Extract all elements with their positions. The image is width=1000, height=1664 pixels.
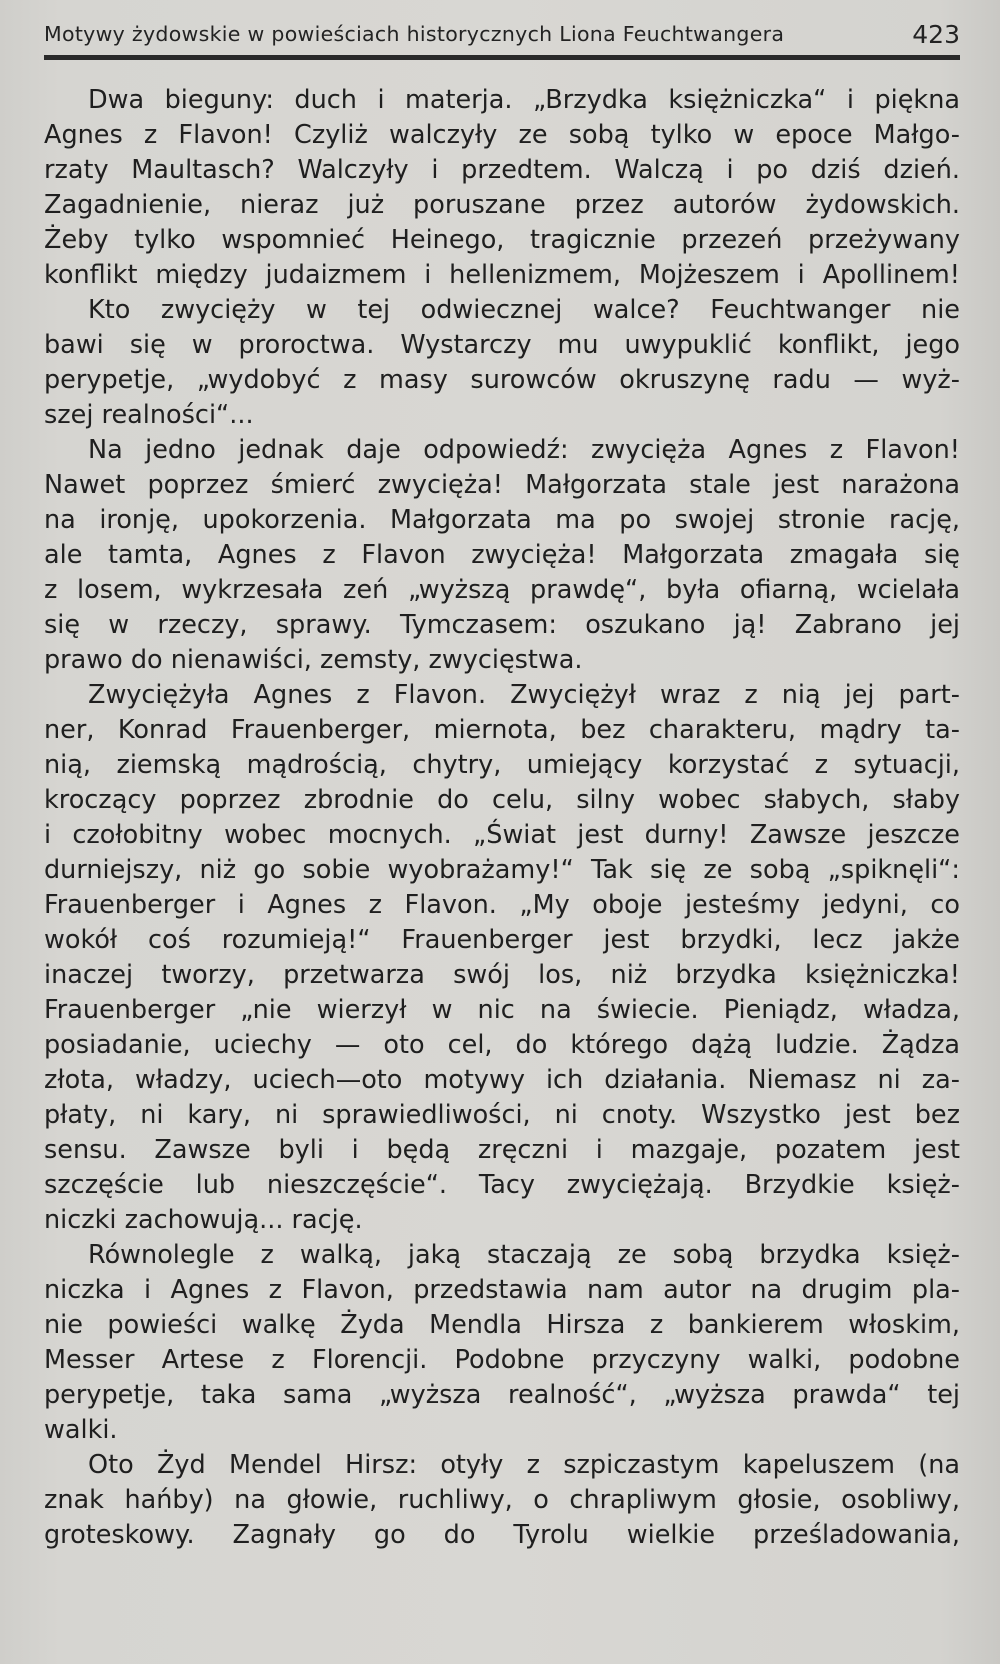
page-header <box>44 18 960 52</box>
text-line: prawo do nienawiści, zemsty, zwycięstwa. <box>44 645 583 675</box>
text-line: groteskowy. Zagnały go do Tyrolu wielkie prześladowania, <box>44 1520 960 1550</box>
text-line: Frauenberger i Agnes z Flavon. „My oboje jesteśmy jedyni, co <box>44 890 960 920</box>
text-line: Oto Żyd Mendel Hirsz: otyły z szpiczastym kapeluszem (na <box>88 1450 960 1480</box>
text-line: Zwyciężyła Agnes z Flavon. Zwyciężył wraz z nią jej part- <box>88 680 960 710</box>
text-line: durniejszy, niż go sobie wyobrażamy!“ Tak się ze sobą „spiknęli“: <box>44 855 960 885</box>
text-line: Dwa bieguny: duch i materja. „Brzydka księżniczka“ i piękna <box>88 85 960 115</box>
text-line: bawi się w proroctwa. Wystarczy mu uwypuklić konflikt, jego <box>44 330 960 360</box>
text-line: walki. <box>44 1415 118 1445</box>
text-line: Żeby tylko wspomnieć Heinego, tragicznie przezeń przeżywany <box>44 225 960 255</box>
text-line: perypetje, taka sama „wyższa realność“, „wyższa prawda“ tej <box>44 1380 960 1410</box>
text-line: Nawet poprzez śmierć zwycięża! Małgorzata stale jest narażona <box>44 470 960 500</box>
text-line: Frauenberger „nie wierzył w nic na świecie. Pieniądz, władza, <box>44 995 960 1025</box>
text-line: Równolegle z walką, jaką staczają ze sobą brzydka księż- <box>88 1240 960 1270</box>
text-line: nie powieści walkę Żyda Mendla Hirsza z bankierem włoskim, <box>44 1310 960 1340</box>
text-line: nią, ziemską mądrością, chytry, umiejący korzystać z sytuacji, <box>44 750 960 780</box>
text-line: konflikt między judaizmem i hellenizmem, Mojżeszem i Apollinem! <box>44 260 960 290</box>
text-line: niczki zachowują... rację. <box>44 1205 363 1235</box>
running-title: Motywy żydowskie w powieściach historycznych Liona Feuchtwangera <box>44 22 785 46</box>
text-line: z losem, wykrzesała zeń „wyższą prawdę“, była ofiarną, wcielała <box>44 575 960 605</box>
page-number: 423 <box>912 20 960 49</box>
text-line: płaty, ni kary, ni sprawiedliwości, ni cnoty. Wszystko jest bez <box>44 1100 960 1130</box>
text-line: ner, Konrad Frauenberger, miernota, bez charakteru, mądry ta- <box>44 715 960 745</box>
text-line: Kto zwycięży w tej odwiecznej walce? Feuchtwanger nie <box>88 295 960 325</box>
text-line: szczęście lub nieszczęście“. Tacy zwyciężają. Brzydkie księż- <box>44 1170 960 1200</box>
text-line: na ironję, upokorzenia. Małgorzata ma po swojej stronie rację, <box>44 505 960 535</box>
text-line: Zagadnienie, nieraz już poruszane przez autorów żydowskich. <box>44 190 960 220</box>
text-line: rzaty Maultasch? Walczyły i przedtem. Walczą i po dziś dzień. <box>44 155 960 185</box>
text-line: się w rzeczy, sprawy. Tymczasem: oszukano ją! Zabrano jej <box>44 610 960 640</box>
text-line: Agnes z Flavon! Czyliż walczyły ze sobą tylko w epoce Małgo- <box>44 120 960 150</box>
text-line: Na jedno jednak daje odpowiedź: zwycięża Agnes z Flavon! <box>88 435 960 465</box>
text-line: ale tamta, Agnes z Flavon zwycięża! Małgorzata zmagała się <box>44 540 960 570</box>
text-line: złota, władzy, uciech—oto motywy ich działania. Niemasz ni za- <box>44 1065 960 1095</box>
text-line: wokół coś rozumieją!“ Frauenberger jest brzydki, lecz jakże <box>44 925 960 955</box>
text-line: posiadanie, uciechy — oto cel, do którego dążą ludzie. Żądza <box>44 1030 960 1060</box>
text-line: sensu. Zawsze byli i będą zręczni i mazgaje, pozatem jest <box>44 1135 960 1165</box>
text-line: znak hańby) na głowie, ruchliwy, o chrapliwym głosie, osobliwy, <box>44 1485 960 1515</box>
header-rule <box>44 55 960 60</box>
text-line: niczka i Agnes z Flavon, przedstawia nam autor na drugim pla- <box>44 1275 960 1305</box>
text-line: szej realności“... <box>44 400 254 430</box>
text-line: inaczej tworzy, przetwarza swój los, niż brzydka księżniczka! <box>44 960 960 990</box>
text-line: i czołobitny wobec mocnych. „Świat jest durny! Zawsze jeszcze <box>44 820 960 850</box>
text-line: perypetje, „wydobyć z masy surowców okruszynę radu — wyż- <box>44 365 960 395</box>
body-text <box>44 83 960 1553</box>
text-line: Messer Artese z Florencji. Podobne przyczyny walki, podobne <box>44 1345 960 1375</box>
text-line: kroczący poprzez zbrodnie do celu, silny wobec słabych, słaby <box>44 785 960 815</box>
